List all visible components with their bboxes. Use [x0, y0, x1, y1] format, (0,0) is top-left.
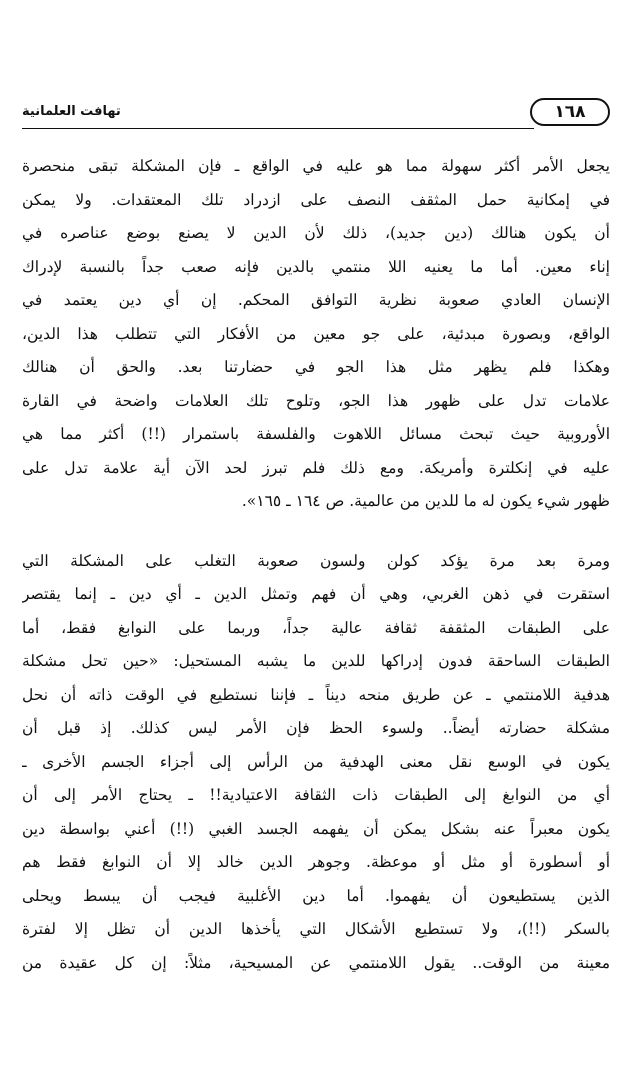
text-line: أن يكون هنالك (دين جديد)، ذلك لأن الدين لا يصنع بوضع عناصره في — [22, 224, 610, 242]
text-line: هدفية اللامنتمي ـ عن طريق منحه ديناً ـ فإننا نستطيع في الوقت ذاته أن نحل — [22, 685, 610, 704]
text-line: الأوروبية حيث تبحث مسائل اللاهوت والفلسفة باستمرار (!!) أكثر مما هي — [22, 425, 610, 443]
text-line: أو أسطورة أو مثل أو موعظة. وجوهر الدين خالد إلا أن النوابغ فقط هم — [22, 853, 610, 871]
text-line: إناء معين. أما ما يعنيه اللا منتمي بالدين فإنه صعب جداً بالنسبة لإدراك — [22, 257, 610, 276]
paragraph-1 — [22, 150, 610, 519]
text-line: يكون معبراً عنه بشكل يمكن أن يفهمه الجسد الغبي (!!) أعني بواسطة دين — [22, 819, 610, 838]
paragraph-gap — [22, 519, 610, 545]
running-title: تهافت العلمانية — [22, 104, 121, 119]
text-line: وهكذا فلم يظهر مثل هذا الجو في حضارتنا بعد. والحق أن هنالك — [22, 358, 610, 376]
page-header — [22, 96, 610, 128]
text-line: يكون في الوسع نقل معنى الهدفية من الرأس إلى أجزاء الجسم الأخرى ـ — [22, 752, 610, 771]
text-line: الواقع، وبصورة مبدئية، على جو معين من الأفكار التي تتطلب هذا الدين، — [22, 324, 610, 343]
body-text — [22, 150, 610, 980]
header-rule — [22, 128, 534, 129]
text-line: على الطبقات المثقفة ثقافة عالية جداً، وربما على النوابغ فقط، أما — [22, 618, 610, 637]
text-line: عليه في إنكلترة وأمريكة. ومع ذلك فلم تبرز لحد الآن أية علامة تدل على — [22, 458, 610, 477]
text-line: ومرة بعد مرة يؤكد كولن ولسون صعوبة التغلب على المشكلة التي — [22, 551, 610, 570]
text-line: يجعل الأمر أكثر سهولة مما هو عليه في الواقع ـ فإن المشكلة تبقى منحصرة — [22, 157, 610, 175]
text-line: الإنسان العادي صعوبة نظرية التوافق المحكم. إن أي دين يعتمد في — [22, 291, 610, 309]
text-line: بالسكر (!!)، ولا تستطيع الأشكال التي يأخذها الدين أن تظل إلا لفترة — [22, 920, 610, 938]
text-line: مشكلة حضارته أيضاً.. ولسوء الحظ فإن الأمر ليس كذلك. إذ قبل أن — [22, 719, 610, 737]
text-line: ظهور شيء يكون له ما للدين من عالمية. ص ١٦٤ ـ ١٦٥». — [241, 492, 610, 510]
text-line: علامات تدل على ظهور هذا الجو، وتلوح تلك العلامات واضحة في القارة — [22, 391, 610, 410]
text-line: في إمكانية حمل المثقف النصف على ازدراد تلك المعتقدات. ولا يمكن — [22, 190, 610, 209]
text-line: الذين يستطيعون أن يفهموا. أما دين الأغلبية فيجب أن يبسط ويحلى — [22, 886, 610, 905]
paragraph-2 — [22, 545, 610, 981]
page-number: ١٦٨ — [530, 98, 610, 126]
text-line: استقرت في ذهن الغربي، وهي أن فهم وتمثل الدين ـ أي دين ـ إنما يقتصر — [22, 585, 610, 603]
text-line: الطبقات الساحقة فدون إدراكها للدين ما يشبه المستحيل: «حين تحل مشكلة — [22, 652, 610, 670]
text-line: أي من النوابغ إلى الطبقات ذات الثقافة الاعتيادية!! ـ يحتاج الأمر إلى أن — [22, 786, 610, 804]
text-line: معينة من الوقت.. يقول اللامنتمي عن المسيحية، مثلاً: إن كل عقيدة من — [22, 953, 610, 972]
